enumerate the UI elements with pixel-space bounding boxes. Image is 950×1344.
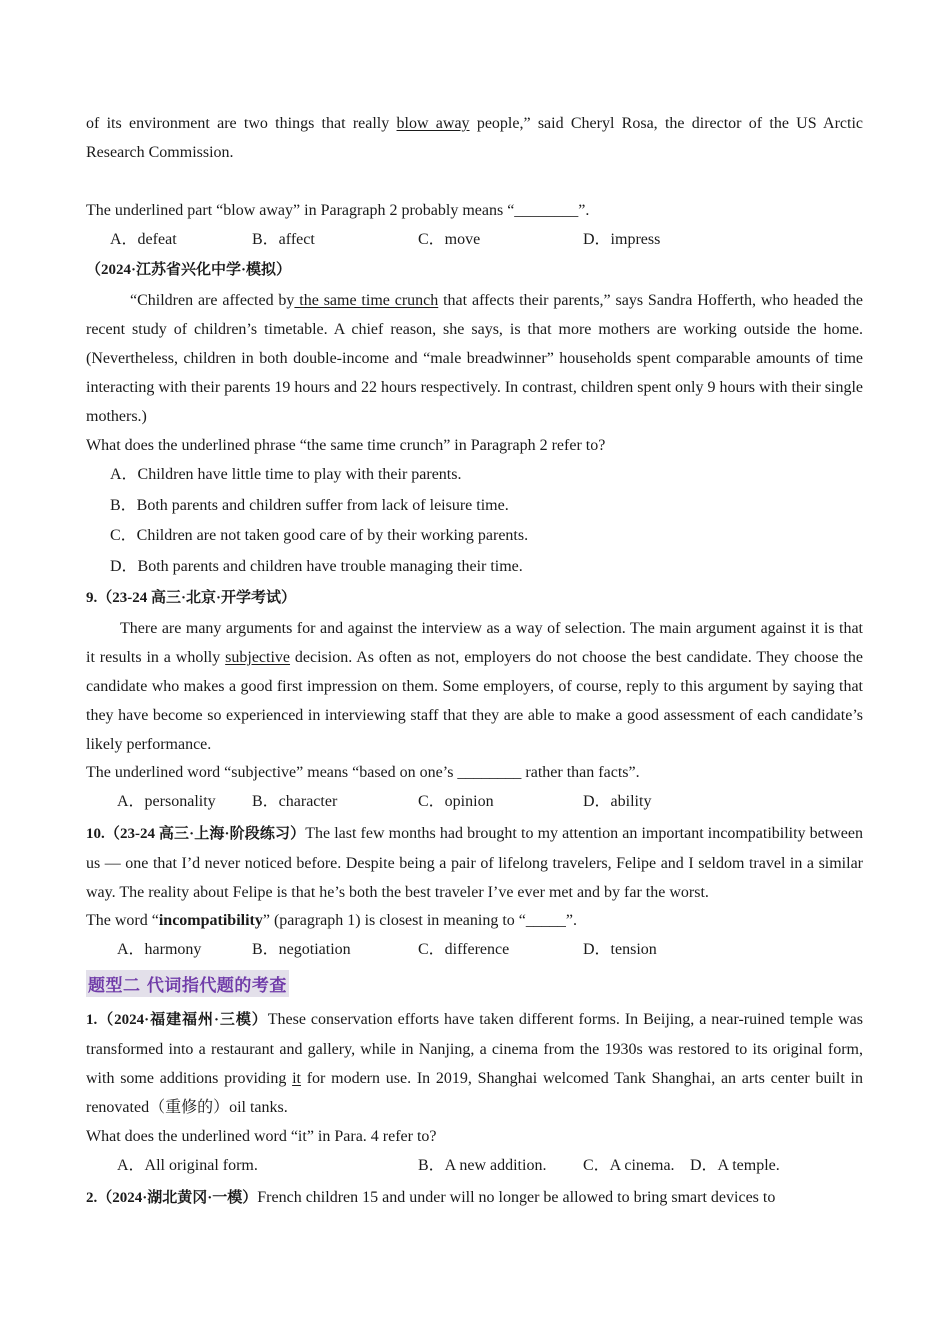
- question-source: （2024·江苏省兴化中学·模拟）: [86, 262, 292, 278]
- option-b[interactable]: B．negotiation: [252, 941, 351, 958]
- option-a[interactable]: A．Children have little time to play with their parents.: [110, 466, 462, 483]
- underlined-phrase: blow away: [396, 115, 470, 132]
- passage-paragraph: 1.（2024·福建福州·三模）These conservation efforts have taken different forms. In Beijing, a near-ruined temple was transformed into a restaurant and gallery, while in Nanjing, a cinema from the 1930s was restored to its original form, with some additions providing it for modern use. In 2019, Shanghai welcomed Tank Shanghai, an arts center built in renovated（重修的）oil tanks.: [86, 1011, 863, 1116]
- option-c[interactable]: C．opinion: [418, 793, 494, 810]
- question-text: The underlined word “subjective” means “based on one’s ________ rather than facts”.: [86, 764, 640, 781]
- option-a[interactable]: A．personality: [117, 793, 216, 810]
- option-b[interactable]: B．Both parents and children suffer from lack of leisure time.: [110, 497, 509, 514]
- passage-paragraph: 10.（23-24 高三·上海·阶段练习）The last few months had brought to my attention an important incompatibility between us — one that I’d never noticed before. Despite being a pair of lifelong travelers, Felipe and I seldom travel in a similar way. The reality about Felipe is that he’s both the best traveler I’ve ever met and by far the worst.: [86, 825, 863, 901]
- option-c[interactable]: C．Children are not taken good care of by their working parents.: [110, 527, 529, 544]
- passage-paragraph: 2.（2024·湖北黄冈·一模）French children 15 and under will no longer be allowed to bring smart devices to: [86, 1189, 776, 1206]
- option-c[interactable]: C．move: [418, 231, 481, 248]
- option-b[interactable]: B．A new addition.: [418, 1157, 547, 1174]
- option-b[interactable]: B．affect: [252, 231, 315, 248]
- option-d[interactable]: D．Both parents and children have trouble managing their time.: [110, 558, 523, 575]
- underlined-phrase: the same time crunch: [294, 292, 439, 309]
- question-label: 10.（23-24 高三·上海·阶段练习）: [86, 826, 306, 842]
- option-d[interactable]: D．ability: [583, 793, 652, 810]
- option-b[interactable]: B．character: [252, 793, 338, 810]
- passage-paragraph: “Children are affected by the same time crunch that affects their parents,” says Sandra Hofferth, who headed the recent study of children’s timetable. A chief reason, she says, is that more mothers are working outside the home. (Nevertheless, children in both double-income and “male breadwinner” households spent comparable amounts of time interacting with their parents 19 hours and 22 hours respectively. In contrast, children spent only 9 hours with their single mothers.): [86, 292, 864, 425]
- question-text: What does the underlined word “it” in Para. 4 refer to?: [86, 1128, 437, 1145]
- passage-line: Research Commission.: [86, 144, 234, 161]
- option-d[interactable]: D．tension: [583, 941, 657, 958]
- question-text: What does the underlined phrase “the same time crunch” in Paragraph 2 refer to?: [86, 437, 606, 454]
- passage-paragraph: There are many arguments for and against the interview as a way of selection. The main argument against it is that it results in a wholly subjective decision. As often as not, employers do not choose the best candidate. They choose the candidate who makes a good first impression on them. Some employers, of course, reply to this argument by saying that they have become so experienced in interviewing staff that they are able to make a good assessment of each candidate’s likely performance.: [86, 620, 864, 753]
- question-text: The underlined part “blow away” in Paragraph 2 probably means “________”.: [86, 202, 590, 219]
- bold-term: incompatibility: [158, 912, 263, 929]
- option-a[interactable]: A．All original form.: [117, 1157, 258, 1174]
- option-d[interactable]: D．impress: [583, 231, 661, 248]
- underlined-word: it: [292, 1070, 301, 1087]
- option-a[interactable]: A．harmony: [117, 941, 202, 958]
- option-a[interactable]: A．defeat: [110, 231, 177, 248]
- section-heading: 题型二 代词指代题的考查: [86, 970, 289, 997]
- option-c[interactable]: C．difference: [418, 941, 510, 958]
- question-label: 9.（23-24 高三·北京·开学考试）: [86, 590, 297, 606]
- question-label: 2.（2024·湖北黄冈·一模）: [86, 1190, 258, 1206]
- underlined-word: subjective: [225, 649, 291, 666]
- option-d[interactable]: D．A temple.: [690, 1157, 780, 1174]
- option-c[interactable]: C．A cinema.: [583, 1157, 675, 1174]
- passage-line: of its environment are two things that really blow away people,” said Cheryl Rosa, the director of the US Arctic: [86, 115, 864, 132]
- question-label: 1.（2024·福建福州·三模）: [86, 1012, 268, 1028]
- question-text: The word “incompatibility” (paragraph 1) is closest in meaning to “_____”.: [86, 912, 577, 929]
